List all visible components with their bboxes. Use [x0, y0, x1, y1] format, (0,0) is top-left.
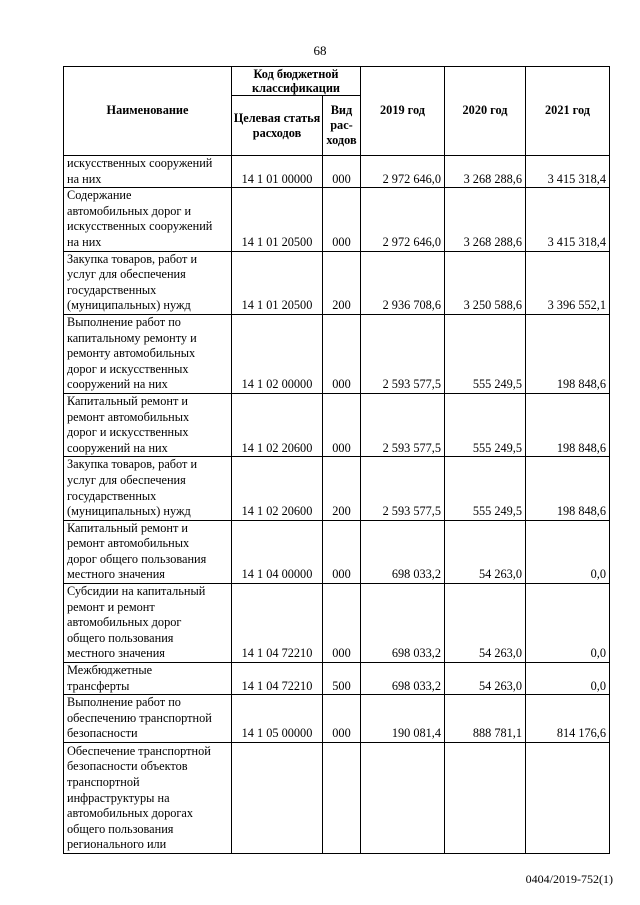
table-row: [64, 584, 610, 663]
row-2019: [361, 743, 445, 854]
row-vid: 500: [323, 663, 361, 695]
row-name: Обеспечение транспортной безопасности объектов транспортной инфраструктуры на автомобильных дорогах общего пользования регионального или: [64, 743, 232, 854]
row-2020: 3 250 588,6: [445, 251, 526, 314]
row-2019: 698 033,2: [361, 520, 445, 583]
row-code: 14 1 02 20600: [232, 457, 323, 520]
row-name: искусственных сооружений на них: [64, 156, 232, 188]
table-row: [64, 743, 610, 854]
header-2019: 2019 год: [361, 67, 445, 156]
row-2019: 2 593 577,5: [361, 314, 445, 393]
header-vid: Вид рас- ходов: [323, 96, 361, 156]
header-target: Целевая статья расходов: [232, 96, 323, 156]
table-row: [64, 520, 610, 583]
row-2020: 555 249,5: [445, 393, 526, 456]
row-code: 14 1 04 72210: [232, 584, 323, 663]
row-code: 14 1 05 00000: [232, 695, 323, 743]
row-name: Закупка товаров, работ и услуг для обеспечения государственных (муниципальных) нужд: [64, 251, 232, 314]
row-code: 14 1 04 72210: [232, 663, 323, 695]
row-2021: [526, 743, 610, 854]
document-code: 0404/2019-752(1): [525, 872, 613, 886]
row-vid: [323, 743, 361, 854]
table-row: [64, 251, 610, 314]
row-code: 14 1 01 20500: [232, 188, 323, 251]
table-row: [64, 314, 610, 393]
row-name: Выполнение работ по обеспечению транспортной безопасности: [64, 695, 232, 743]
row-2019: 2 936 708,6: [361, 251, 445, 314]
row-2021: 0,0: [526, 520, 610, 583]
row-2019: 2 593 577,5: [361, 393, 445, 456]
row-vid: 200: [323, 457, 361, 520]
row-2020: 54 263,0: [445, 663, 526, 695]
row-name: Субсидии на капитальный ремонт и ремонт автомобильных дорог общего пользования местного значения: [64, 584, 232, 663]
row-2019: 2 972 646,0: [361, 188, 445, 251]
budget-table: [63, 66, 610, 854]
row-2019: 2 972 646,0: [361, 156, 445, 188]
row-2021: 3 415 318,4: [526, 188, 610, 251]
row-vid: 000: [323, 584, 361, 663]
row-2020: 54 263,0: [445, 520, 526, 583]
row-name: Выполнение работ по капитальному ремонту и ремонту автомобильных дорог и искусственных сооружений на них: [64, 314, 232, 393]
table-row: [64, 695, 610, 743]
row-2020: 54 263,0: [445, 584, 526, 663]
row-vid: 200: [323, 251, 361, 314]
header-2021: 2021 год: [526, 67, 610, 156]
row-2021: 0,0: [526, 584, 610, 663]
header-name: Наименование: [64, 67, 232, 156]
row-2021: 198 848,6: [526, 393, 610, 456]
row-name: Капитальный ремонт и ремонт автомобильных дорог и искусственных сооружений на них: [64, 393, 232, 456]
table-row: [64, 663, 610, 695]
row-2021: 198 848,6: [526, 314, 610, 393]
row-name: Закупка товаров, работ и услуг для обеспечения государственных (муниципальных) нужд: [64, 457, 232, 520]
row-2021: 3 396 552,1: [526, 251, 610, 314]
row-2020: [445, 743, 526, 854]
row-2021: 814 176,6: [526, 695, 610, 743]
row-vid: 000: [323, 314, 361, 393]
row-2020: 555 249,5: [445, 314, 526, 393]
row-vid: 000: [323, 188, 361, 251]
row-2020: 3 268 288,6: [445, 188, 526, 251]
table-row: [64, 188, 610, 251]
row-code: 14 1 04 00000: [232, 520, 323, 583]
row-2020: 555 249,5: [445, 457, 526, 520]
row-name: Содержание автомобильных дорог и искусственных сооружений на них: [64, 188, 232, 251]
row-code: 14 1 01 20500: [232, 251, 323, 314]
row-2019: 698 033,2: [361, 663, 445, 695]
row-vid: 000: [323, 156, 361, 188]
page-number: 68: [313, 43, 327, 58]
row-2019: 190 081,4: [361, 695, 445, 743]
row-2021: 0,0: [526, 663, 610, 695]
row-2020: 3 268 288,6: [445, 156, 526, 188]
table-row: [64, 457, 610, 520]
row-2019: 2 593 577,5: [361, 457, 445, 520]
row-vid: 000: [323, 393, 361, 456]
row-2019: 698 033,2: [361, 584, 445, 663]
row-2021: 198 848,6: [526, 457, 610, 520]
row-code: [232, 743, 323, 854]
row-name: Капитальный ремонт и ремонт автомобильных дорог общего пользования местного значения: [64, 520, 232, 583]
row-name: Межбюджетные трансферты: [64, 663, 232, 695]
row-code: 14 1 02 00000: [232, 314, 323, 393]
table-row: [64, 156, 610, 188]
header-code-group: Код бюджетной классификации: [232, 67, 361, 96]
row-2020: 888 781,1: [445, 695, 526, 743]
row-2021: 3 415 318,4: [526, 156, 610, 188]
table-row: [64, 393, 610, 456]
row-vid: 000: [323, 520, 361, 583]
row-code: 14 1 02 20600: [232, 393, 323, 456]
header-2020: 2020 год: [445, 67, 526, 156]
row-code: 14 1 01 00000: [232, 156, 323, 188]
row-vid: 000: [323, 695, 361, 743]
